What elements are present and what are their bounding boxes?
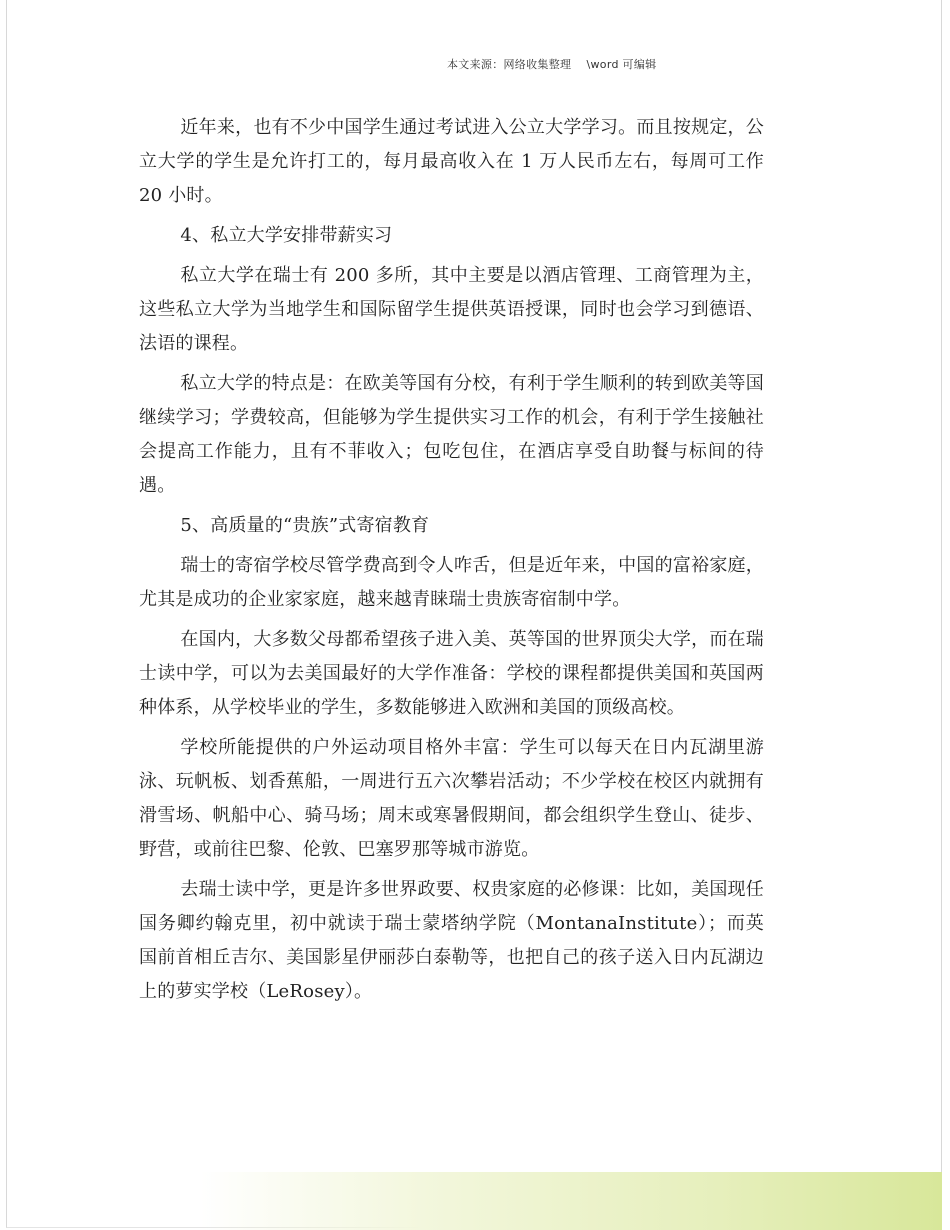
paragraph-outdoor-activities: 学校所能提供的户外运动项目格外丰富：学生可以每天在日内瓦湖里游泳、玩帆板、划香蕉船，一周进行五六次攀岩活动；不少学校在校区内就拥有滑雪场、帆船中心、骑马场；周末或寒暑假期间，都会组织学生登山、徒步、野营，或前往巴黎、伦敦、巴塞罗那等城市游览。 — [139, 737, 764, 860]
section-heading-boarding-education: 5、高质量的“贵族”式寄宿教育 — [180, 515, 430, 536]
paragraph-boarding-schools-popularity: 瑞士的寄宿学校尽管学费高到令人咋舌，但是近年来，中国的富裕家庭，尤其是成功的企业家家庭，越来越青睐瑞士贵族寄宿制中学。 — [139, 555, 764, 610]
paragraph-private-university-intro: 私立大学在瑞士有 200 多所，其中主要是以酒店管理、工商管理为主，这些私立大学为当地学生和国际留学生提供英语授课，同时也会学习到德语、法语的课程。 — [139, 265, 764, 354]
section-heading-private-university: 4、私立大学安排带薪实习 — [180, 225, 393, 246]
document-body — [139, 111, 764, 1015]
paragraph-notable-alumni: 去瑞士读中学，更是许多世界政要、权贵家庭的必修课：比如，美国现任国务卿约翰克里，初中就读于瑞士蒙塔纳学院（MontanaInstitute）；而英国前首相丘吉尔、美国影星伊丽莎白泰勒等，也把自己的孩子送入日内瓦湖边上的萝实学校（LeRosey）。 — [139, 879, 764, 1002]
paragraph-private-university-features: 私立大学的特点是：在欧美等国有分校，有利于学生顺利的转到欧美等国继续学习；学费较高，但能够为学生提供实习工作的机会，有利于学生接触社会提高工作能力，且有不菲收入；包吃包住，在酒店享受自助餐与标间的待遇。 — [139, 373, 764, 496]
paragraph-university-preparation: 在国内，大多数父母都希望孩子进入美、英等国的世界顶尖大学，而在瑞士读中学，可以为去美国最好的大学作准备：学校的课程都提供美国和英国两种体系，从学校毕业的学生，多数能够进入欧洲和美国的顶级高校。 — [139, 629, 764, 718]
decorative-footer-band — [200, 1172, 942, 1230]
header-source-note: 本文来源：网络收集整理 \word 可编辑 — [447, 58, 657, 71]
paragraph-public-university-work: 近年来，也有不少中国学生通过考试进入公立大学学习。而且按规定，公立大学的学生是允许打工的，每月最高收入在 1 万人民币左右，每周可工作 20 小时。 — [139, 117, 764, 206]
